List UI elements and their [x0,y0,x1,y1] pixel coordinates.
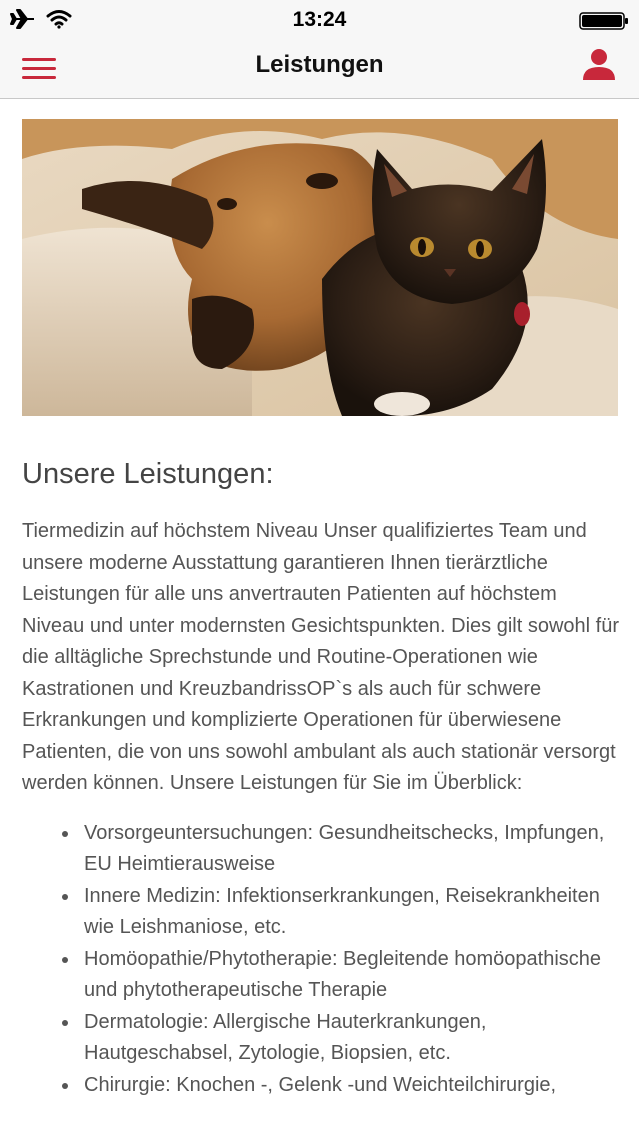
list-item [84,818,622,881]
user-profile-icon[interactable] [581,46,617,82]
list-item-text: Chirurgie: Knochen -, Gelenk -und Weichteilchirurgie, [84,1073,557,1096]
bullet-icon [62,831,68,837]
list-item [84,1007,622,1070]
bullet-icon [62,894,68,900]
services-list [22,818,622,1102]
page-title: Leistungen [255,51,384,78]
status-time: 13:24 [292,8,347,31]
status-bar [0,0,639,40]
list-item-text: Homöopathie/Phytotherapie: Begleitende homöopathische und phytotherapeutische Therapie [84,947,602,1001]
bullet-icon [62,1083,68,1089]
list-item [84,1070,622,1102]
bullet-icon [62,957,68,963]
section-heading: Unsere Leistungen: [22,458,274,490]
list-item [84,881,622,944]
bullet-icon [62,1020,68,1026]
intro-paragraph: Tiermedizin auf höchstem Niveau Unser qualifiziertes Team und unsere moderne Ausstattung garantieren Ihnen tierärztliche Leistungen für alle uns anvertrauten Patienten auf höchstem Niveau und unter modernsten Gesichtspunkten. Dies gilt sowohl für die alltägliche Sprechstunde und Routine-Operationen wie Kastrationen und KreuzbandrissOP`s als auch für schwere Erkrankungen und komplizierte Operationen für überwiesene Patienten, die von uns sowohl ambulant als auch stationär versorgt werden können. Unsere Leistungen für Sie im Überblick: [22,520,619,794]
list-item-text: Dermatologie: Allergische Hauterkrankungen, Hautgeschabsel, Zytologie, Biopsien, etc. [84,1010,487,1064]
navigation-bar [0,40,639,99]
list-item-text: Innere Medizin: Infektionserkrankungen, Reisekrankheiten wie Leishmaniose, etc. [84,884,600,938]
dog-and-cat-photo [22,119,618,416]
list-item [84,944,622,1007]
main-content [22,440,622,1101]
hero-image [22,119,618,416]
list-item-text: Vorsorgeuntersuchungen: Gesundheitschecks, Impfungen, EU Heimtierausweise [84,821,605,875]
battery-icon [579,12,629,30]
